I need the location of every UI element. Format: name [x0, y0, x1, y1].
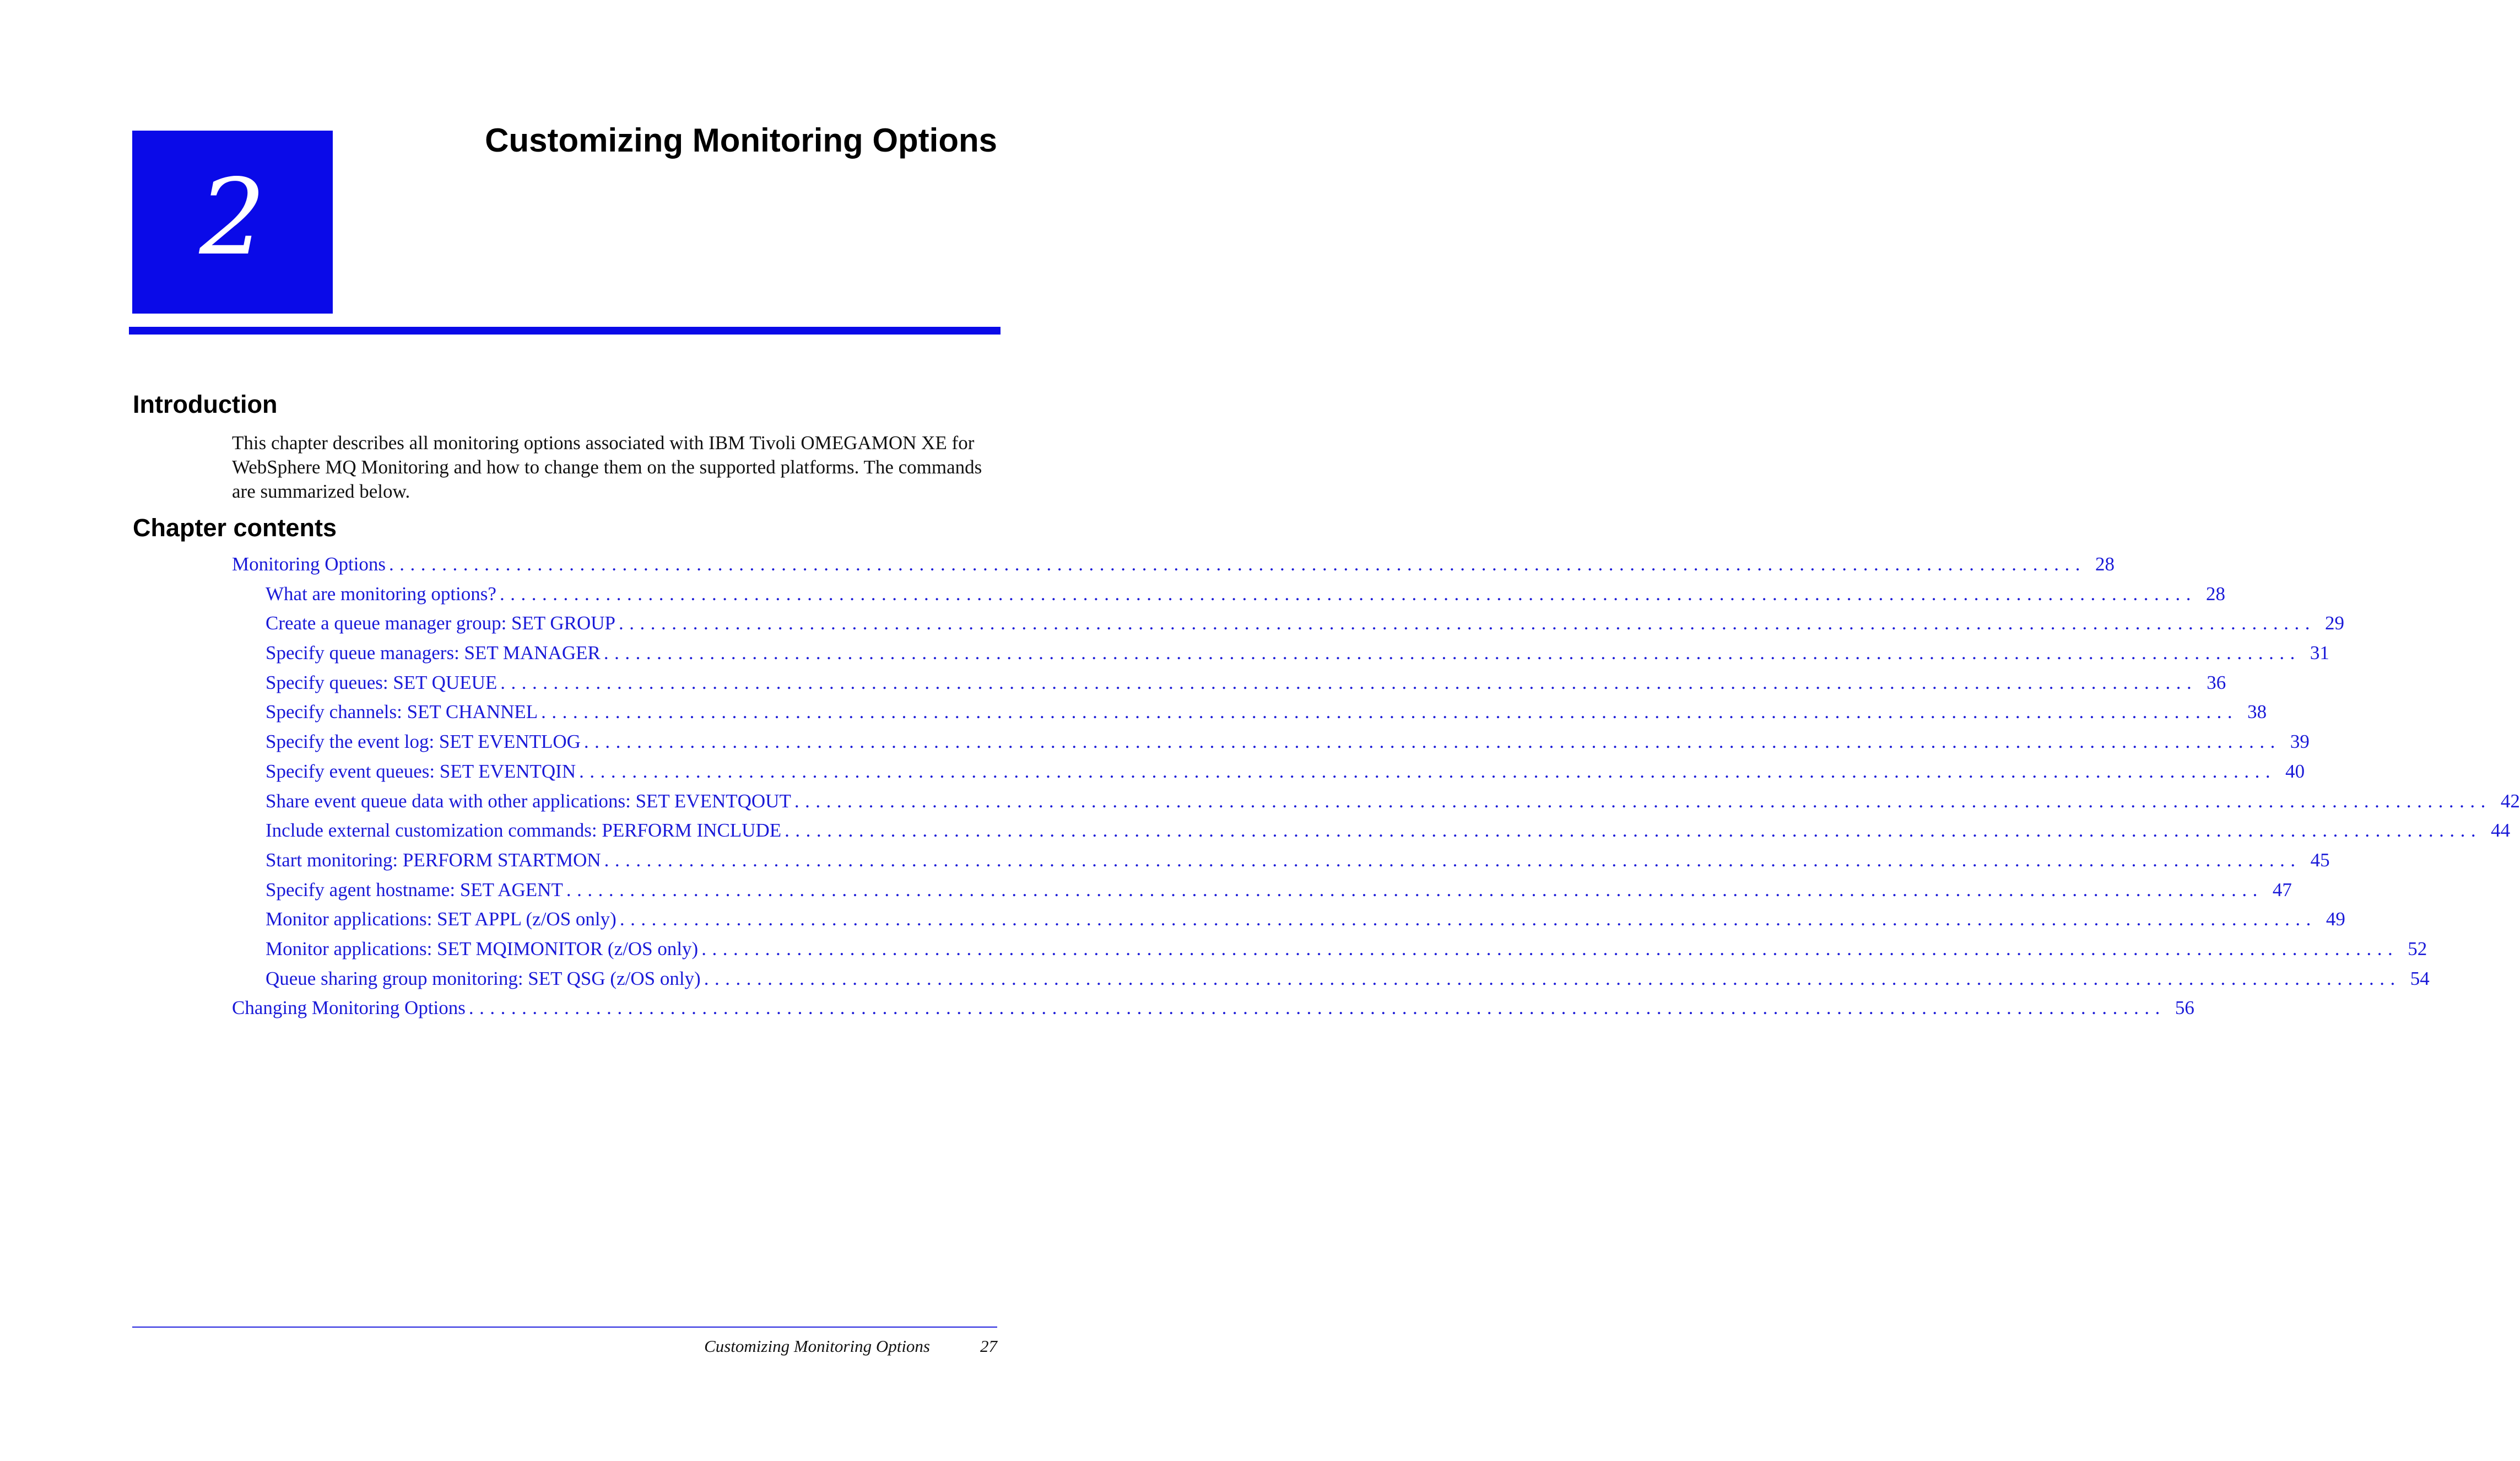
toc-entry[interactable]: [232, 820, 2511, 849]
toc-entry-label[interactable]: Monitoring Options: [232, 553, 386, 575]
toc-entry-label[interactable]: Start monitoring: PERFORM STARTMON: [266, 849, 601, 871]
toc-entry-label[interactable]: Specify queue managers: SET MANAGER: [266, 642, 601, 664]
toc-entry-label[interactable]: Specify the event log: SET EVENTLOG: [266, 731, 581, 753]
toc-dot-leader: ................................................................................................................................................................: [604, 849, 2301, 871]
toc-entry-page[interactable]: 31: [2310, 642, 2329, 664]
toc-dot-leader: ................................................................................................................................................................: [583, 731, 2281, 753]
toc-entry-label[interactable]: What are monitoring options?: [266, 583, 496, 605]
toc-entry[interactable]: [232, 997, 2194, 1027]
toc-entry-label[interactable]: Specify channels: SET CHANNEL: [266, 701, 538, 723]
toc-dot-leader: ................................................................................................................................................................: [619, 612, 2316, 634]
toc-dot-leader: ................................................................................................................................................................: [500, 671, 2198, 693]
toc-entry[interactable]: [232, 967, 2430, 998]
footer-title: Customizing Monitoring Options: [704, 1336, 930, 1356]
toc-entry-page[interactable]: 56: [2175, 997, 2194, 1019]
table-of-contents: [232, 553, 2520, 1027]
toc-entry[interactable]: [232, 701, 2267, 731]
toc-entry-label[interactable]: Queue sharing group monitoring: SET QSG (z/OS only): [266, 967, 701, 989]
chapter-number: 2: [199, 157, 266, 278]
introduction-text: This chapter describes all monitoring options associated with IBM Tivoli OMEGAMON XE for WebSphere MQ Monitoring and how to change them on the supported platforms. The commands are summarized below.: [232, 432, 982, 502]
toc-dot-leader: ................................................................................................................................................................: [619, 908, 2317, 930]
toc-entry[interactable]: [232, 790, 2520, 820]
toc-entry-page[interactable]: 38: [2247, 701, 2267, 723]
toc-entry-label[interactable]: Changing Monitoring Options: [232, 997, 466, 1019]
toc-entry[interactable]: [232, 731, 2310, 761]
toc-entry[interactable]: [232, 849, 2330, 879]
toc-entry[interactable]: [232, 937, 2427, 968]
toc-entry-page[interactable]: 40: [2285, 760, 2305, 782]
toc-dot-leader: ................................................................................................................................................................: [785, 820, 2482, 842]
toc-entry-label[interactable]: Specify event queues: SET EVENTQIN: [266, 760, 576, 782]
chapter-title: Customizing Monitoring Options: [485, 122, 997, 159]
toc-entry-page[interactable]: 28: [2205, 583, 2225, 605]
toc-dot-leader: ................................................................................................................................................................: [389, 553, 2086, 575]
toc-entry[interactable]: [232, 671, 2226, 702]
chapter-contents-heading: Chapter contents: [133, 514, 337, 542]
toc-dot-leader: ................................................................................................................................................................: [701, 937, 2399, 959]
toc-entry-label[interactable]: Share event queue data with other applications: SET EVENTQOUT: [266, 790, 791, 812]
toc-entry-label[interactable]: Monitor applications: SET APPL (z/OS only): [266, 908, 617, 930]
toc-entry[interactable]: [232, 642, 2329, 672]
toc-entry-page[interactable]: 28: [2095, 553, 2115, 575]
toc-dot-leader: ................................................................................................................................................................: [541, 701, 2238, 723]
toc-entry-label[interactable]: Specify agent hostname: SET AGENT: [266, 878, 563, 901]
toc-entry[interactable]: [232, 583, 2225, 613]
toc-dot-leader: ................................................................................................................................................................: [579, 760, 2276, 782]
toc-entry[interactable]: [232, 612, 2345, 642]
toc-dot-leader: ................................................................................................................................................................: [499, 583, 2197, 605]
toc-dot-leader: ................................................................................................................................................................: [704, 967, 2401, 989]
toc-entry-label[interactable]: Monitor applications: SET MQIMONITOR (z/OS only): [266, 937, 699, 959]
toc-dot-leader: ................................................................................................................................................................: [794, 790, 2491, 812]
toc-dot-leader: ................................................................................................................................................................: [566, 878, 2263, 901]
toc-entry-page[interactable]: 36: [2207, 671, 2226, 693]
toc-entry-page[interactable]: 45: [2310, 849, 2330, 871]
toc-entry[interactable]: [232, 908, 2345, 938]
toc-entry-page[interactable]: 49: [2326, 908, 2345, 930]
toc-entry-page[interactable]: 47: [2272, 878, 2292, 901]
toc-dot-leader: ................................................................................................................................................................: [603, 642, 2301, 664]
introduction-heading: Introduction: [133, 390, 278, 418]
footer-page-number: 27: [980, 1336, 997, 1356]
toc-entry[interactable]: [232, 878, 2292, 909]
toc-entry-page[interactable]: 39: [2290, 731, 2310, 753]
toc-entry-page[interactable]: 54: [2410, 967, 2430, 989]
toc-entry-label[interactable]: Create a queue manager group: SET GROUP: [266, 612, 616, 634]
toc-entry-label[interactable]: Include external customization commands: PERFORM INCLUDE: [266, 820, 782, 842]
footer-rule: [132, 1327, 997, 1328]
toc-entry-page[interactable]: 29: [2325, 612, 2345, 634]
toc-dot-leader: ................................................................................................................................................................: [468, 997, 2166, 1019]
title-rule: [129, 327, 1001, 335]
chapter-number-box: [132, 131, 333, 314]
toc-entry-page[interactable]: 44: [2491, 820, 2511, 842]
toc-entry-page[interactable]: 52: [2408, 937, 2427, 959]
toc-entry-label[interactable]: Specify queues: SET QUEUE: [266, 671, 497, 693]
toc-entry[interactable]: [232, 760, 2305, 790]
toc-entry-page[interactable]: 42: [2500, 790, 2520, 812]
toc-entry[interactable]: [232, 553, 2115, 583]
